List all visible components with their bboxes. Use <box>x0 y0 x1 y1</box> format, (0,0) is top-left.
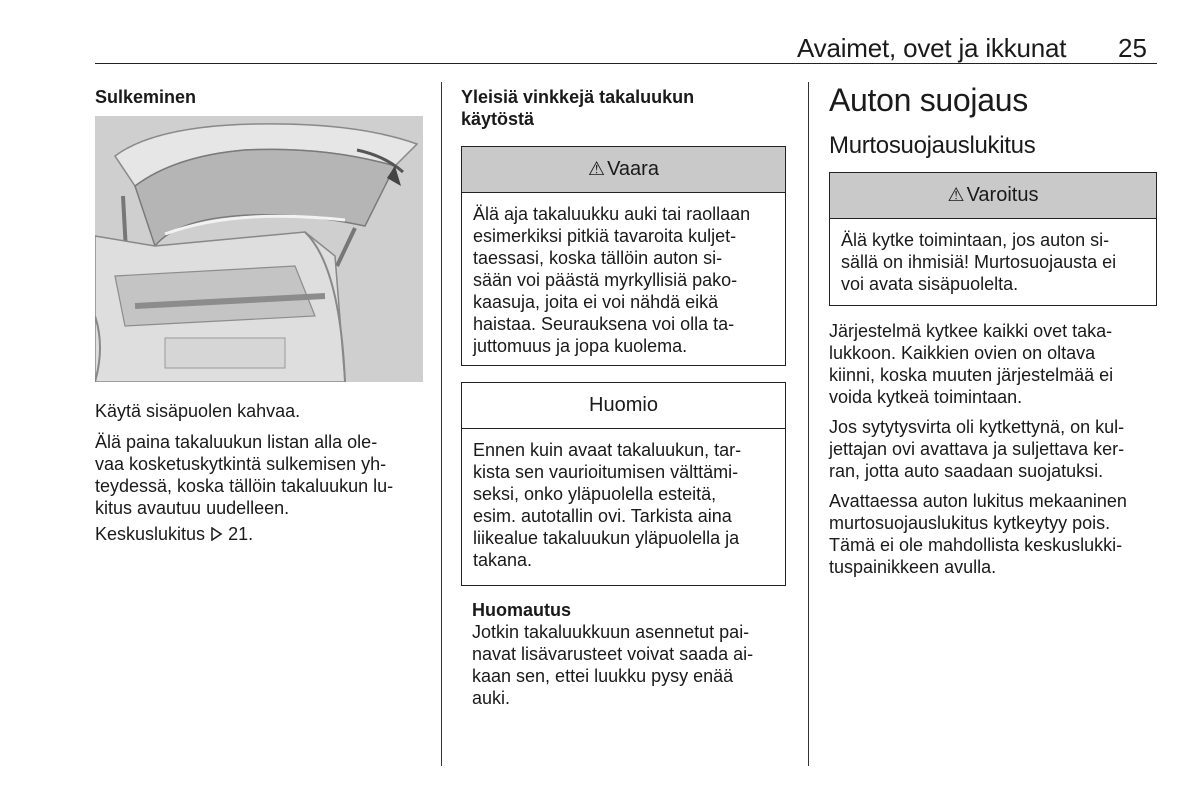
text-line: liikealue takaluukun yläpuolella ja <box>473 528 740 548</box>
text-line: Järjestelmä kytkee kaikki ovet taka- <box>829 321 1113 341</box>
danger-box-header <box>462 147 785 193</box>
paragraph-touch-switch <box>95 431 435 519</box>
text-line: seksi, onko yläpuolella esteitä, <box>473 484 717 504</box>
notice-box-header <box>462 383 785 429</box>
section-heading-deadlocking: Murtosuojauslukitus <box>829 132 1036 159</box>
text-line: Ennen kuin avaat takaluukun, tar- <box>473 440 742 460</box>
paragraph-use-handle: Käytä sisäpuolen kahvaa. <box>95 401 301 421</box>
text-line: esim. autotallin ovi. Tarkista aina <box>473 506 732 526</box>
running-header-title: Avaimet, ovet ja ikkunat <box>797 33 1067 63</box>
section-heading-sulkeminen: Sulkeminen <box>95 87 197 107</box>
ref-page: 21. <box>228 524 254 544</box>
text-line: ran, jotta auto saadaan suojatuksi. <box>829 461 1104 481</box>
text-line: teydessä, koska tällöin takaluukun lu- <box>95 476 394 496</box>
text-line: auki. <box>472 688 511 708</box>
text-line: Avattaessa auton lukitus mekaaninen <box>829 491 1127 511</box>
text-line: taessasi, koska tällöin auton si- <box>473 248 723 268</box>
paragraph-system-locks <box>829 320 1169 408</box>
notice-box <box>461 382 786 586</box>
ref-text: Keskuslukitus <box>95 524 206 544</box>
note-title: Huomautus <box>472 600 571 620</box>
text-line: murtosuojauslukitus kytkeytyy pois. <box>829 513 1111 533</box>
text-line: Jotkin takaluukkuun asennetut pai- <box>472 622 750 642</box>
text-line: takana. <box>473 550 533 570</box>
text-line: kaan sen, ettei luukku pysy enää <box>472 666 734 686</box>
warning-box-header <box>830 173 1156 219</box>
warning-triangle-icon: ⚠ <box>588 159 606 180</box>
car-tailgate-illustration <box>95 116 423 382</box>
warning-box-title: Varoitus <box>966 184 1039 206</box>
text-line: Tämä ei ole mahdollista keskuslukki- <box>829 535 1123 555</box>
text-line: Älä aja takaluukku auki tai raollaan <box>473 204 751 224</box>
text-line: Älä paina takaluukun listan alla ole- <box>95 432 378 452</box>
text-line: jettajan ovi avattava ja suljettava ker- <box>829 439 1125 459</box>
heading-line: Yleisiä vinkkejä takaluukun <box>461 87 695 107</box>
text-line: navat lisävarusteet voivat saada ai- <box>472 644 754 664</box>
notice-box-body <box>462 429 785 571</box>
danger-box-title: Vaara <box>607 158 659 180</box>
paragraph-mechanical-unlock <box>829 490 1169 578</box>
text-line: voi avata sisäpuolelta. <box>841 274 1019 294</box>
text-line: lukkoon. Kaikkien ovien on oltava <box>829 343 1096 363</box>
column-divider-left <box>441 82 442 766</box>
text-line: vaa kosketuskytkintä sulkemisen yh- <box>95 454 387 474</box>
text-line: kaasuja, joita ei voi nähdä eikä <box>473 292 719 312</box>
page-number: 25 <box>1118 33 1147 63</box>
text-line: kiinni, koska muuten järjestelmää ei <box>829 365 1114 385</box>
text-line: kista sen vaurioitumisen välttämi- <box>473 462 739 482</box>
text-line: sällä on ihmisiä! Murtosuojausta ei <box>841 252 1117 272</box>
heading-line: käytöstä <box>461 109 535 129</box>
text-line: kitus avautuu uudelleen. <box>95 498 290 518</box>
paragraph-ignition-on <box>829 416 1169 482</box>
chapter-heading-vehicle-security: Auton suojaus <box>829 82 1028 118</box>
text-line: haistaa. Seurauksena voi olla ta- <box>473 314 735 334</box>
warning-box <box>829 172 1157 306</box>
text-line: sään voi päästä myrkyllisiä pako- <box>473 270 738 290</box>
text-line: tuspainikkeen avulla. <box>829 557 997 577</box>
note-body <box>472 621 792 709</box>
text-line: Jos sytytysvirta oli kytkettynä, on kul- <box>829 417 1125 437</box>
warning-box-body <box>830 219 1156 295</box>
notice-box-title: Huomio <box>589 394 658 416</box>
text-line: voida kytkeä toimintaan. <box>829 387 1023 407</box>
danger-box <box>461 146 786 366</box>
danger-box-body <box>462 193 785 357</box>
arrow-ref-icon <box>210 524 228 544</box>
text-line: Älä kytke toimintaan, jos auton si- <box>841 230 1110 250</box>
column-divider-right <box>808 82 809 766</box>
text-line: esimerkiksi pitkiä tavaroita kuljet- <box>473 226 737 246</box>
header-rule <box>95 63 1157 64</box>
section-heading-general-tips <box>461 86 694 130</box>
text-line: juttomuus ja jopa kuolema. <box>473 336 688 356</box>
paragraph-central-locking-ref <box>95 523 253 545</box>
warning-triangle-icon: ⚠ <box>947 185 965 206</box>
